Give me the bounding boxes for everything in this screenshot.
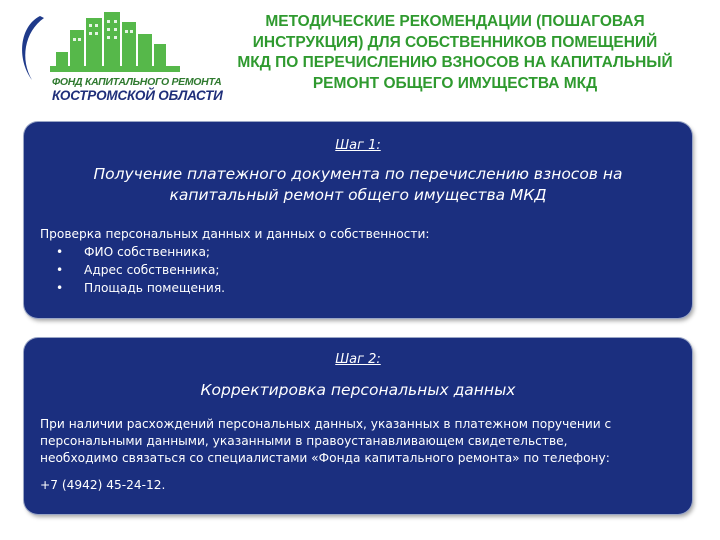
swoosh-shape <box>22 16 44 80</box>
logo-text-region: КОСТРОМСКОЙ ОБЛАСТИ <box>52 88 223 103</box>
step2-body-line: персональными данными, указанными в правоустанавливающем свидетельстве, <box>40 434 568 448</box>
step2-label: Шаг 2: <box>335 352 381 367</box>
list-item <box>56 261 225 279</box>
bullet: • <box>56 263 64 277</box>
step1-heading <box>34 164 682 206</box>
step2-card <box>24 338 692 514</box>
list-item <box>56 279 225 297</box>
phone-number: +7 (4942) 45-24-12. <box>40 478 166 492</box>
title-line: РЕМОНТ ОБЩЕГО ИМУЩЕСТВА МКД <box>312 74 598 92</box>
step1-card <box>24 122 692 318</box>
bullet: • <box>56 245 64 259</box>
list-item-text: Адрес собственника; <box>84 263 220 277</box>
step2-heading: Корректировка персональных данных <box>200 381 516 399</box>
step2-body-line: необходимо связаться со специалистами «Фонда капитального ремонта» по телефону: <box>40 451 610 465</box>
step2-body-line: При наличии расхождений персональных данных, указанных в платежном поручении с <box>40 417 612 431</box>
title-line: МЕТОДИЧЕСКИЕ РЕКОМЕНДАЦИИ (ПОШАГОВАЯ <box>265 13 645 30</box>
bullet: • <box>56 281 64 295</box>
page-title <box>200 12 710 94</box>
title-line: ИНСТРУКЦИЯ) ДЛЯ СОБСТВЕННИКОВ ПОМЕЩЕНИЙ <box>252 33 658 51</box>
list-item-text: Площадь помещения. <box>84 281 226 295</box>
list-item <box>56 243 225 261</box>
fund-logo <box>10 8 223 103</box>
step1-heading-line: Получение платежного документа по перечислению взносов на <box>93 165 623 183</box>
step1-intro: Проверка персональных данных и данных о собственности: <box>40 227 430 241</box>
step1-heading-line: капитальный ремонт общего имущества МКД <box>169 186 547 204</box>
step2-body <box>40 416 674 467</box>
step1-label: Шаг 1: <box>335 138 381 153</box>
list-item-text: ФИО собственника; <box>84 245 211 259</box>
step1-list <box>56 243 225 297</box>
title-line: МКД ПО ПЕРЕЧИСЛЕНИЮ ВЗНОСОВ НА КАПИТАЛЬНЫЙ <box>237 54 673 71</box>
logo-text-fund: ФОНД КАПИТАЛЬНОГО РЕМОНТА <box>52 76 222 88</box>
